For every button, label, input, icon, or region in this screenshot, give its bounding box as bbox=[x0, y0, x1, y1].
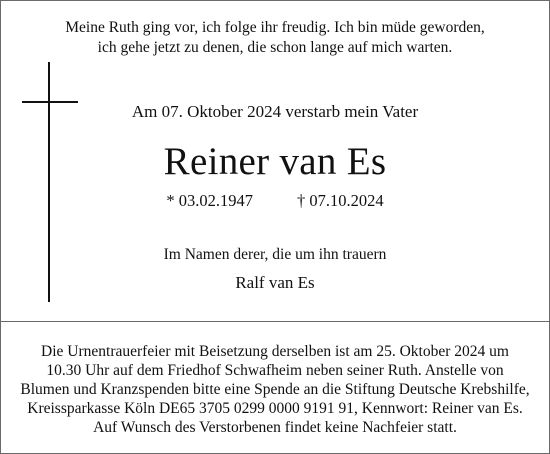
death-announcement: Am 07. Oktober 2024 verstarb mein Vater bbox=[131, 102, 419, 121]
funeral-notice bbox=[0, 342, 550, 437]
mourners-intro: Im Namen derer, die um ihn trauern bbox=[163, 246, 387, 263]
poem-line-1: Meine Ruth ging vor, ich folge ihr freudig. Ich bin müde geworden, bbox=[65, 19, 485, 36]
notice-line-2: 10.30 Uhr auf dem Friedhof Schwafheim neben seiner Ruth. Anstelle von bbox=[46, 362, 504, 379]
notice-line-1: Die Urnentrauerfeier mit Beisetzung derselben ist am 25. Oktober 2024 um bbox=[41, 343, 509, 360]
signer-name: Ralf van Es bbox=[235, 273, 315, 292]
poem-quote bbox=[0, 18, 550, 58]
birth-date: * 03.02.1947 bbox=[166, 191, 253, 210]
poem-line-2: ich gehe jetzt zu denen, die schon lange auf mich warten. bbox=[97, 39, 453, 56]
notice-line-3: Blumen und Kranzspenden bitte eine Spende an die Stiftung Deutsche Krebshilfe, bbox=[20, 381, 530, 398]
deceased-name: Reiner van Es bbox=[163, 140, 387, 183]
notice-line-5: Auf Wunsch des Verstorbenen findet keine Nachfeier statt. bbox=[93, 419, 457, 436]
life-dates bbox=[0, 190, 550, 212]
notice-line-4: Kreissparkasse Köln DE65 3705 0299 0000 9191 91, Kennwort: Reiner van Es. bbox=[27, 400, 523, 417]
death-date: † 07.10.2024 bbox=[297, 191, 384, 210]
section-divider bbox=[0, 321, 550, 322]
